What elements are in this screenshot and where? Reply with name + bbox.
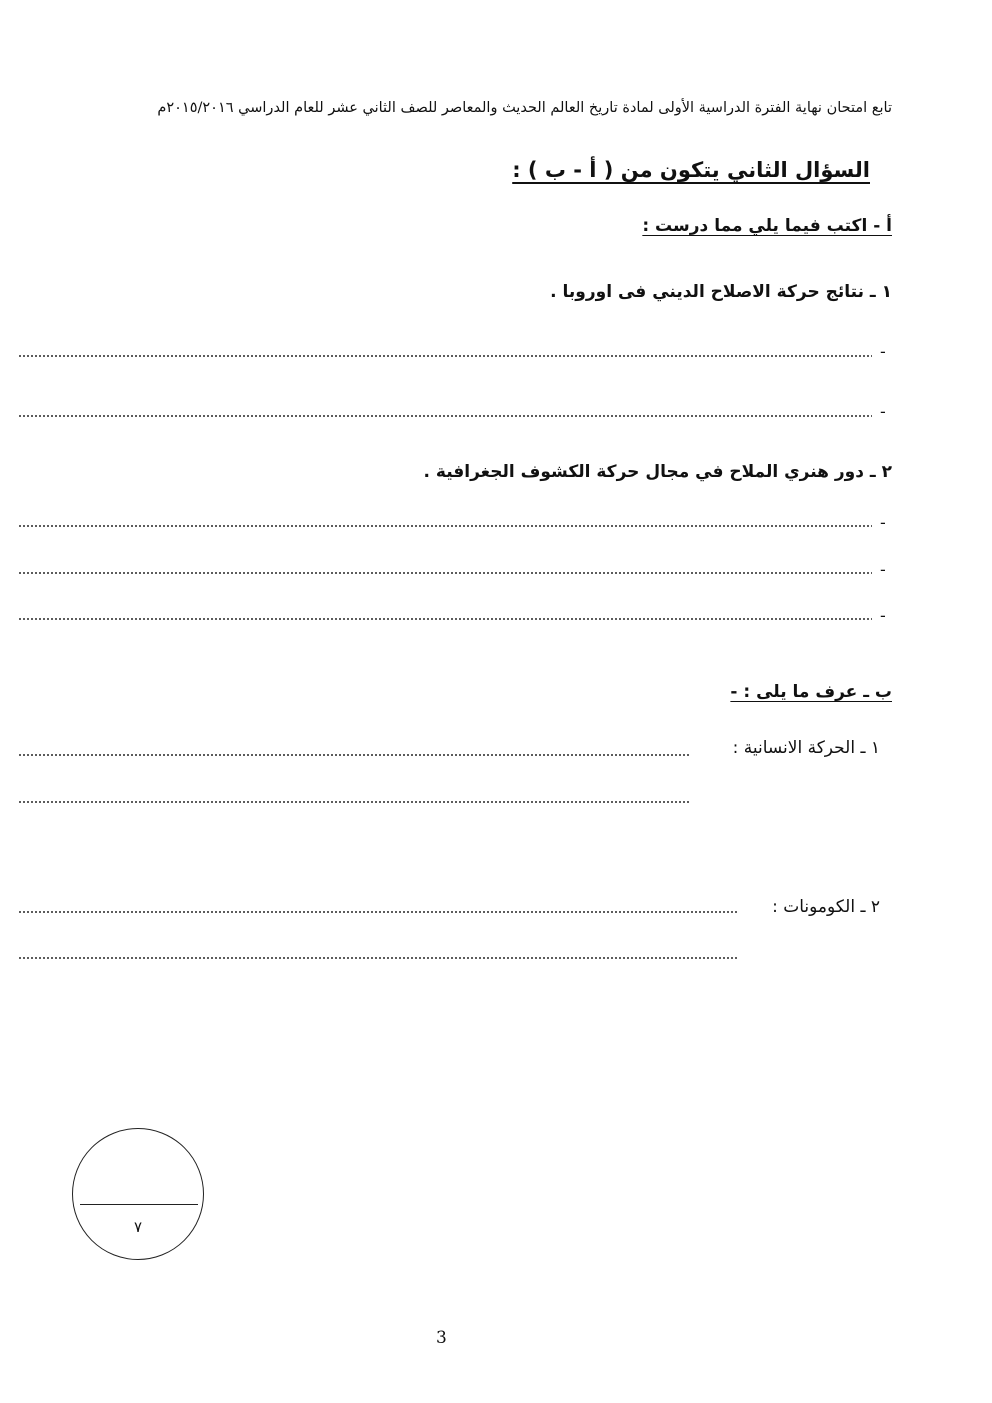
score-divider [80, 1204, 198, 1205]
answer-line-b2-1[interactable] [18, 911, 738, 913]
answer-line-a1-2[interactable] [18, 415, 872, 417]
section-a-heading: أ - اكتب فيما يلي مما درست : [642, 216, 892, 236]
answer-line-marker: - [880, 606, 886, 625]
exam-header: تابع امتحان نهاية الفترة الدراسية الأولى لمادة تاريخ العالم الحديث والمعاصر للصف الثاني عشر للعام الدراسي ٢٠١٥/٢٠١٦م [157, 100, 892, 116]
answer-line-b1-2[interactable] [18, 801, 690, 803]
answer-line-marker: - [880, 560, 886, 579]
section-a-item-1: ١ ـ نتائج حركة الاصلاح الديني فى اوروبا . [550, 282, 892, 302]
answer-line-marker: - [880, 402, 886, 421]
answer-line-a1-1[interactable] [18, 355, 872, 357]
section-a-item-2: ٢ ـ دور هنري الملاح في مجال حركة الكشوف الجغرافية . [423, 462, 892, 482]
answer-line-b1-1[interactable] [18, 754, 690, 756]
answer-line-a2-1[interactable] [18, 525, 872, 527]
answer-line-marker: - [880, 513, 886, 532]
answer-line-b2-2[interactable] [18, 957, 738, 959]
score-circle [72, 1128, 204, 1260]
score-value: ٧ [133, 1218, 143, 1236]
question-title: السؤال الثاني يتكون من ( أ - ب ) : [512, 158, 870, 182]
section-b-item-2: ٢ ـ الكومونات : [772, 897, 880, 917]
section-b-heading: ب ـ عرف ما يلى : - [730, 682, 892, 702]
page-number: 3 [436, 1328, 447, 1348]
section-b-item-1: ١ ـ الحركة الانسانية : [732, 738, 880, 758]
answer-line-a2-3[interactable] [18, 618, 872, 620]
answer-line-marker: - [880, 342, 886, 361]
answer-line-a2-2[interactable] [18, 572, 872, 574]
